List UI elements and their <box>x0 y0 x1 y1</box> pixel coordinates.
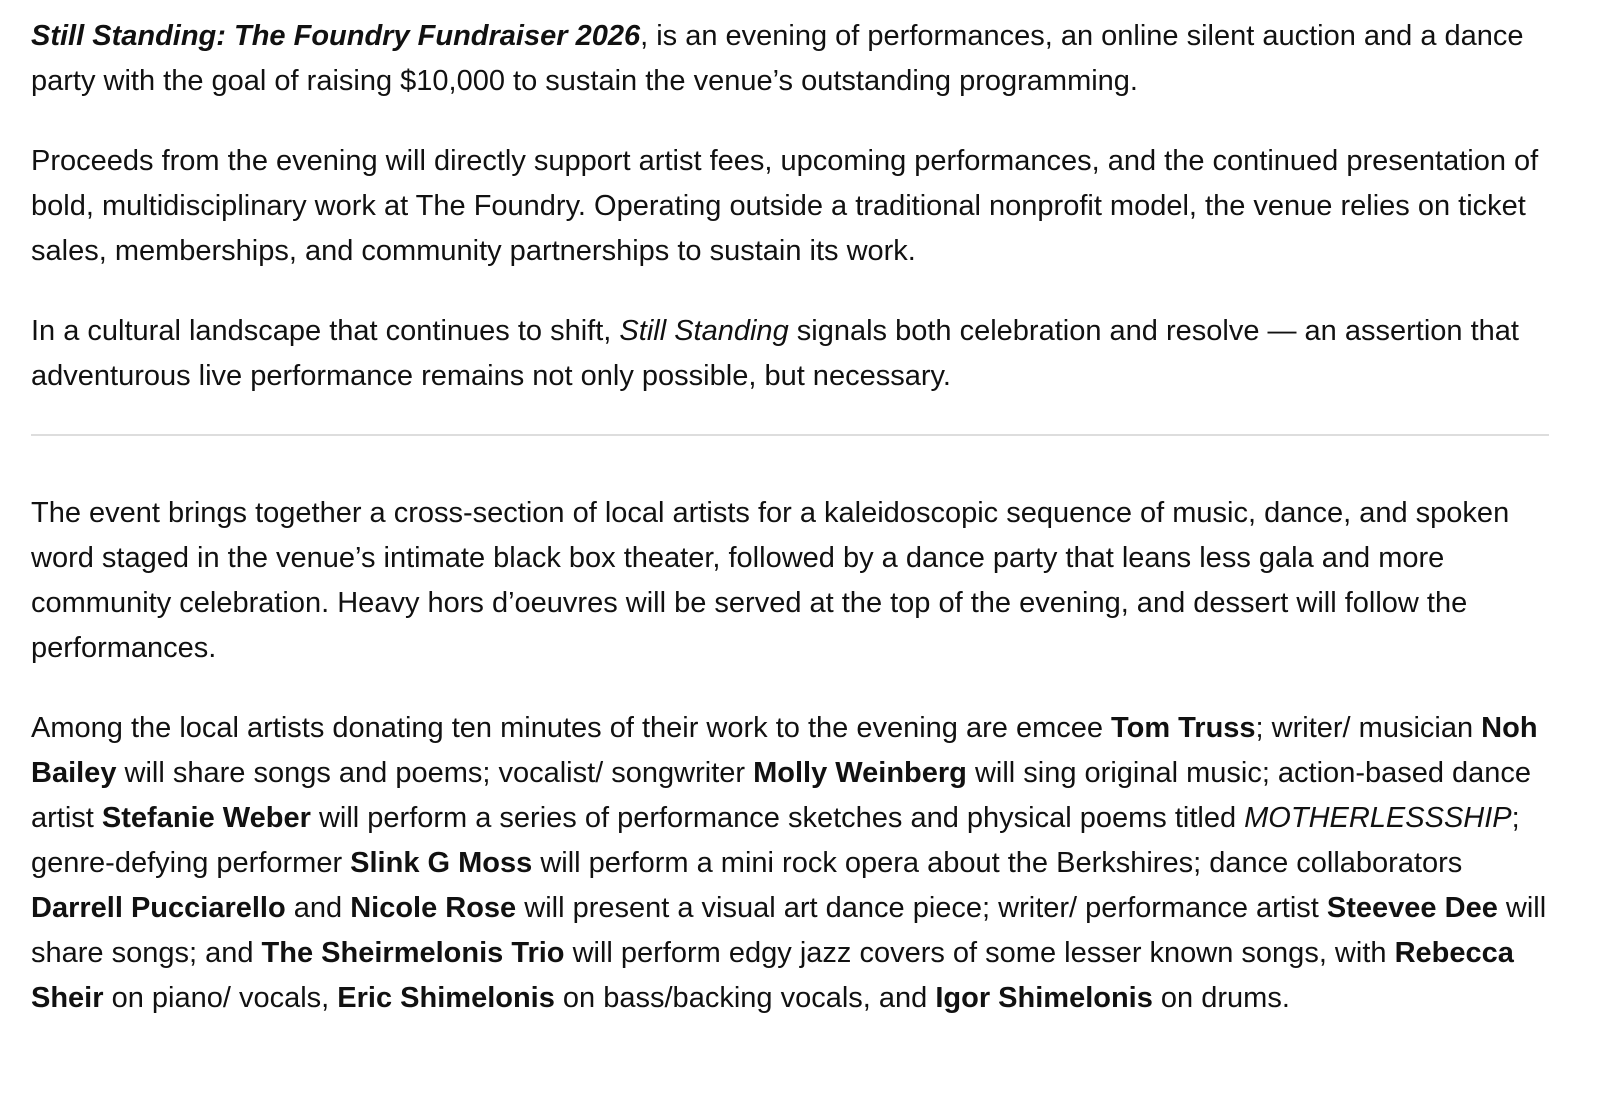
landscape-paragraph <box>31 309 1549 399</box>
artists-text: will perform a mini rock opera about the Berkshires; dance collaborators <box>532 847 1463 879</box>
artists-text: and <box>285 892 351 924</box>
landscape-text-before: In a cultural landscape that continues to shift, <box>31 315 620 347</box>
artist-name: Darrell Pucciarello <box>31 892 286 924</box>
artists-text: ; genre-defying performer <box>31 802 1520 879</box>
artists-text: will share songs; and <box>31 892 1547 969</box>
artists-text: will perform edgy jazz covers of some lesser known songs, with <box>564 937 1395 969</box>
artists-text: will present a visual art dance piece; writer/ performance artist <box>516 892 1327 924</box>
intro-text: , is an evening of performances, an online silent auction and a dance party with the goal of raising $10,000 to sustain the venue’s outstanding programming. <box>31 20 1524 97</box>
artists-text: on drums. <box>1152 982 1290 1014</box>
artist-name: Stefanie Weber <box>101 802 311 834</box>
artists-paragraph <box>31 706 1549 1021</box>
artist-name: Eric Shimelonis <box>337 982 555 1014</box>
artists-text: Among the local artists donating ten minutes of their work to the evening are emcee <box>31 712 1112 744</box>
artists-text: will perform a series of performance sketches and physical poems titled <box>310 802 1245 834</box>
intro-paragraph <box>31 14 1549 104</box>
artist-name: Nicole Rose <box>350 892 517 924</box>
artists-text: will share songs and poems; vocalist/ songwriter <box>116 757 754 789</box>
work-title: MOTHERLESSSHIP <box>1244 802 1512 834</box>
proceeds-paragraph: Proceeds from the evening will directly support artist fees, upcoming performances, and the continued presentation of bold, multidisciplinary work at The Foundry. Operating outside a traditional nonprofit model, the venue relies on ticket sales, memberships, and community partnerships to sustain its work. <box>31 145 1539 267</box>
artists-text: will sing original music; action-based dance artist <box>31 757 1532 834</box>
event-title-italic: Still Standing <box>619 315 789 347</box>
artist-name: Steevee Dee <box>1326 892 1498 924</box>
artist-name: The Sheirmelonis Trio <box>261 937 565 969</box>
section-divider <box>31 434 1549 436</box>
artists-text: ; writer/ musician <box>1255 712 1482 744</box>
artist-name: Tom Truss <box>1111 712 1256 744</box>
article-body <box>31 0 1549 1021</box>
landscape-text-after: signals both celebration and resolve — an assertion that adventurous live performance remains not only possible, but necessary. <box>31 315 1519 392</box>
artists-text: on bass/backing vocals, and <box>554 982 936 1014</box>
event-paragraph: The event brings together a cross-section of local artists for a kaleidoscopic sequence of music, dance, and spoken word staged in the venue’s intimate black box theater, followed by a dance party that leans less gala and more community celebration. Heavy hors d’oeuvres will be served at the top of the evening, and dessert will follow the performances. <box>31 497 1510 664</box>
artists-text: on piano/ vocals, <box>103 982 338 1014</box>
artist-name: Rebecca Sheir <box>31 937 1514 1014</box>
artist-name: Igor Shimelonis <box>935 982 1153 1014</box>
artist-name: Noh Bailey <box>31 712 1538 789</box>
artist-name: Slink G Moss <box>350 847 533 879</box>
event-title: Still Standing: The Foundry Fundraiser 2026 <box>31 20 641 52</box>
artist-name: Molly Weinberg <box>753 757 967 789</box>
